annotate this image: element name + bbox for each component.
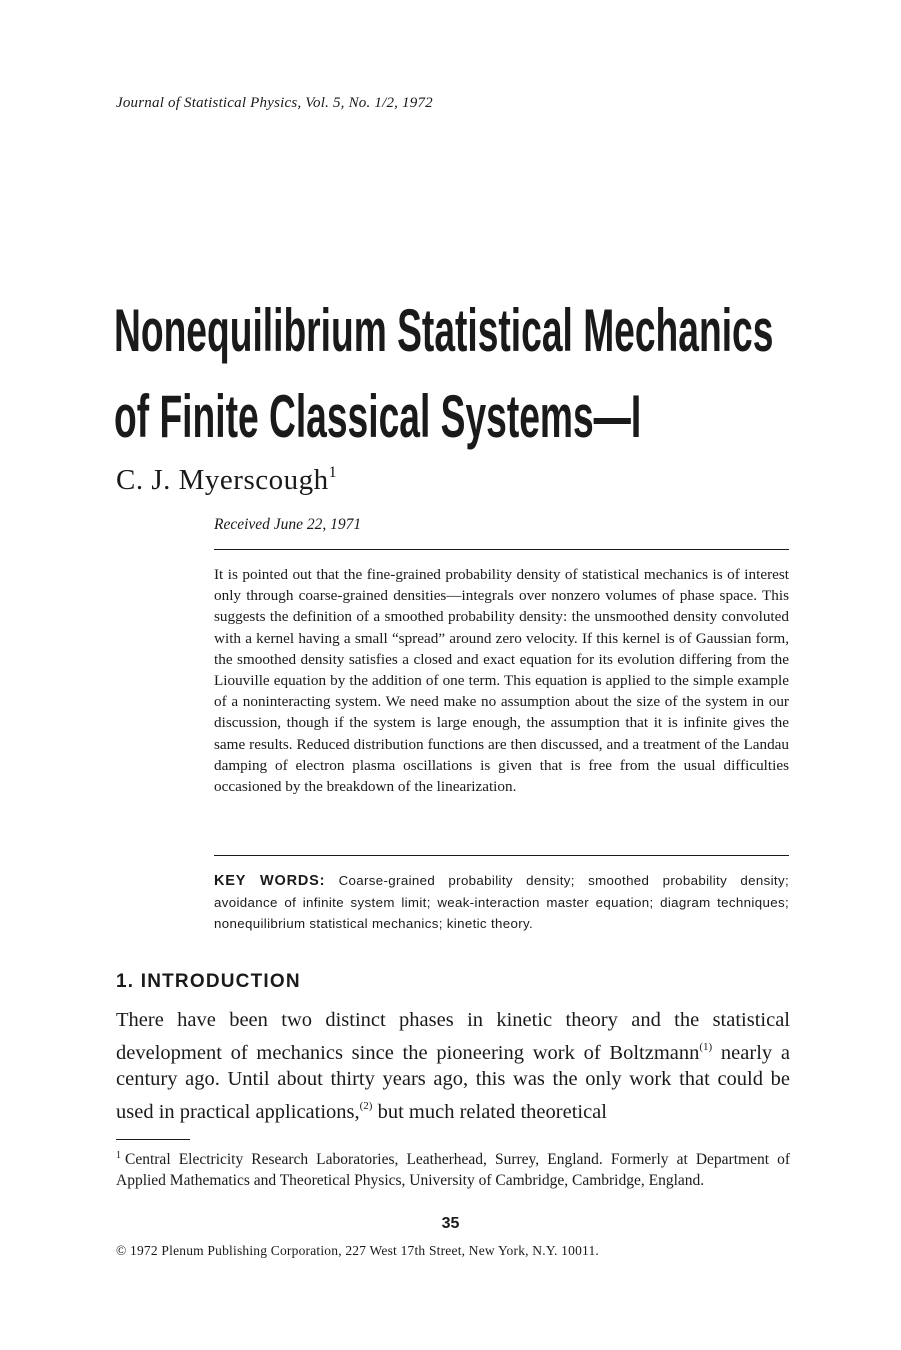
copyright-notice: © 1972 Plenum Publishing Corporation, 227 West 17th Street, New York, N.Y. 10011. xyxy=(116,1243,600,1258)
footnote xyxy=(116,1145,790,1191)
footnote-rule xyxy=(116,1139,190,1140)
journal-citation: Journal of Statistical Physics, Vol. 5, No. 1/2, 1972 xyxy=(116,95,433,111)
reference-2: (2) xyxy=(359,1099,373,1112)
title-line-2: of Finite Classical Systems—I xyxy=(114,383,642,450)
author-name: C. J. Myerscough xyxy=(116,464,329,496)
key-words xyxy=(214,870,789,934)
key-words-label: KEY WORDS: xyxy=(214,873,326,889)
key-words-text: Coarse-grained probability density; smoothed probability density; avoidance of infinite system limit; weak-interaction master equation; diagram techniques; nonequilibrium statistical mechanics; kinetic theory. xyxy=(214,873,789,931)
abstract-bottom-rule xyxy=(214,855,789,856)
paragraph-text-2: nearly a century ago. Until about thirty years ago, this was the only work that could be used in practical applications, xyxy=(116,1041,790,1123)
paper-title xyxy=(114,288,774,460)
abstract-top-rule xyxy=(214,549,789,550)
title-line-1: Nonequilibrium Statistical Mechanics xyxy=(114,297,774,364)
received-date: Received June 22, 1971 xyxy=(214,516,362,533)
paragraph-text-3: but much related theoretical xyxy=(372,1100,607,1123)
abstract: It is pointed out that the fine-grained probability density of statistical mechanics is of interest only through coarse-grained densities—integrals over nonzero volumes of phase space. This suggests the definition of a smoothed probability density: the unsmoothed density convoluted with a kernel having a small “spread” around zero velocity. If this kernel is of Gaussian form, the smoothed density satisfies a closed and exact equation for its evolution differing from the Liouville equation by the addition of one term. This equation is applied to the simple example of a noninteracting system. We need make no assumption about the size of the system in our discussion, though if the system is large enough, the assumption that it is infinite gives the same results. Reduced distribution functions are then discussed, and a treatment of the Landau damping of electron plasma oscillations is given that is free from the usual difficulties occasioned by the breakdown of the linearization. xyxy=(214,566,789,796)
author-footnote-mark: 1 xyxy=(328,464,338,481)
reference-1: (1) xyxy=(699,1040,713,1053)
section-heading: 1. INTRODUCTION xyxy=(116,971,301,992)
footnote-text: Central Electricity Research Laboratories, Leatherhead, Surrey, England. Formerly at Department of Applied Mathematics and Theoretical Physics, University of Cambridge, Cambridge, England. xyxy=(116,1151,790,1189)
paragraph-text-1: There have been two distinct phases in kinetic theory and the statistical development of mechanics since the pioneering work of Boltzmann xyxy=(116,1009,790,1064)
footnote-mark: 1 xyxy=(116,1150,121,1161)
page-number: 35 xyxy=(441,1215,460,1232)
author-line xyxy=(116,464,337,497)
introduction-paragraph xyxy=(116,1007,790,1125)
